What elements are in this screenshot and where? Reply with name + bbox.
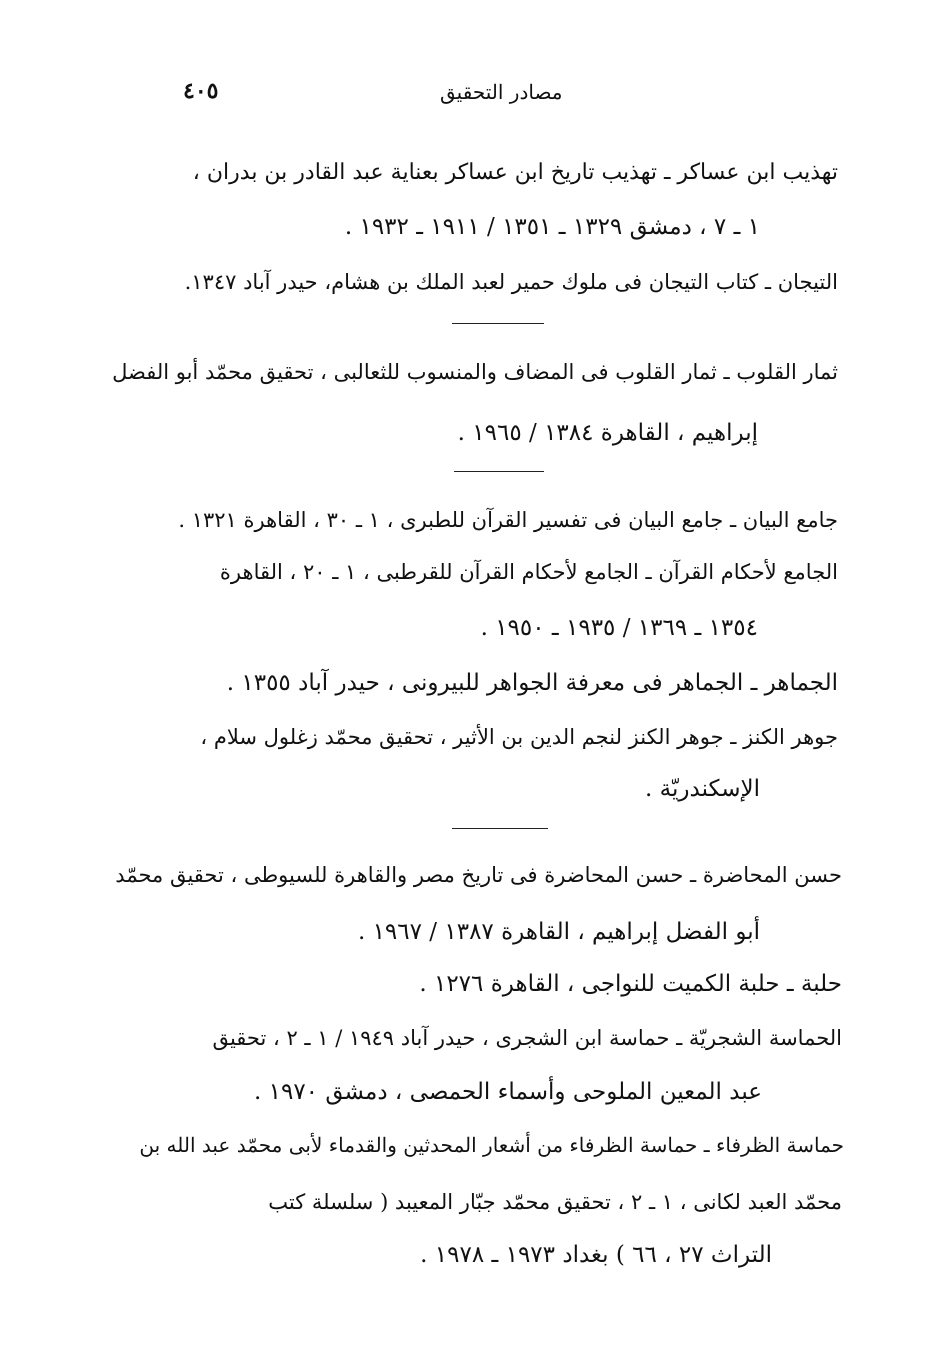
section-divider: [452, 828, 548, 829]
entry-line: تهذيب ابن عساكر ـ تهذيب تاريخ ابن عساكر بعناية عبد القادر بن بدران ،: [192, 160, 838, 185]
entry-line: الجامع لأحكام القرآن ـ الجامع لأحكام القرآن للقرطبى ، ١ ـ ٢٠ ، القاهرة: [219, 560, 838, 584]
entry-line: حلبة ـ حلبة الكميت للنواجى ، القاهرة ١٢٧٦ .: [419, 971, 842, 997]
entry-line: إبراهيم ، القاهرة ١٣٨٤ / ١٩٦٥ .: [457, 420, 758, 446]
entry-line: حماسة الظرفاء ـ حماسة الظرفاء من أشعار المحدثين والقدماء لأبى محمّد عبد الله بن: [139, 1133, 844, 1157]
running-title: مصادر التحقيق: [440, 80, 563, 104]
entry-line: جوهر الكنز ـ جوهر الكنز لنجم الدين بن الأثير ، تحقيق محمّد زغلول سلام ،: [200, 725, 838, 749]
entry-line: ١ ـ ٧ ، دمشق ١٣٢٩ ـ ١٣٥١ / ١٩١١ ـ ١٩٣٢ .: [344, 214, 760, 240]
entry-line: الإسكندريّة .: [645, 776, 760, 802]
entry-line: عبد المعين الملوحى وأسماء الحمصى ، دمشق ١٩٧٠ .: [253, 1079, 762, 1105]
entry-line: محمّد العبد لكانى ، ١ ـ ٢ ، تحقيق محمّد جبّار المعيبد ( سلسلة كتب: [268, 1190, 842, 1214]
entry-line: جامع البيان ـ جامع البيان فى تفسير القرآن للطبرى ، ١ ـ ٣٠ ، القاهرة ١٣٢١ .: [178, 508, 838, 532]
entry-line: ١٣٥٤ ـ ١٣٦٩ / ١٩٣٥ ـ ١٩٥٠ .: [480, 615, 758, 641]
entry-line: التيجان ـ كتاب التيجان فى ملوك حمير لعبد الملك بن هشام، حيدر آباد ١٣٤٧.: [184, 270, 838, 294]
entry-line: أبو الفضل إبراهيم ، القاهرة ١٣٨٧ / ١٩٦٧ .: [357, 919, 760, 945]
page-number: ٤٠٥: [183, 78, 219, 104]
entry-line: التراث ٢٧ ، ٦٦ ) بغداد ١٩٧٣ ـ ١٩٧٨ .: [420, 1242, 772, 1268]
entry-line: الحماسة الشجريّة ـ حماسة ابن الشجرى ، حيدر آباد ١٩٤٩ / ١ ـ ٢ ، تحقيق: [212, 1026, 842, 1050]
section-divider: [454, 471, 544, 472]
entry-line: حسن المحاضرة ـ حسن المحاضرة فى تاريخ مصر والقاهرة للسيوطى ، تحقيق محمّد: [115, 863, 842, 887]
section-divider: [452, 323, 544, 324]
entry-line: الجماهر ـ الجماهر فى معرفة الجواهر للبيرونى ، حيدر آباد ١٣٥٥ .: [226, 670, 838, 696]
entry-line: ثمار القلوب ـ ثمار القلوب فى المضاف والمنسوب للثعالبى ، تحقيق محمّد أبو الفضل: [112, 360, 838, 384]
